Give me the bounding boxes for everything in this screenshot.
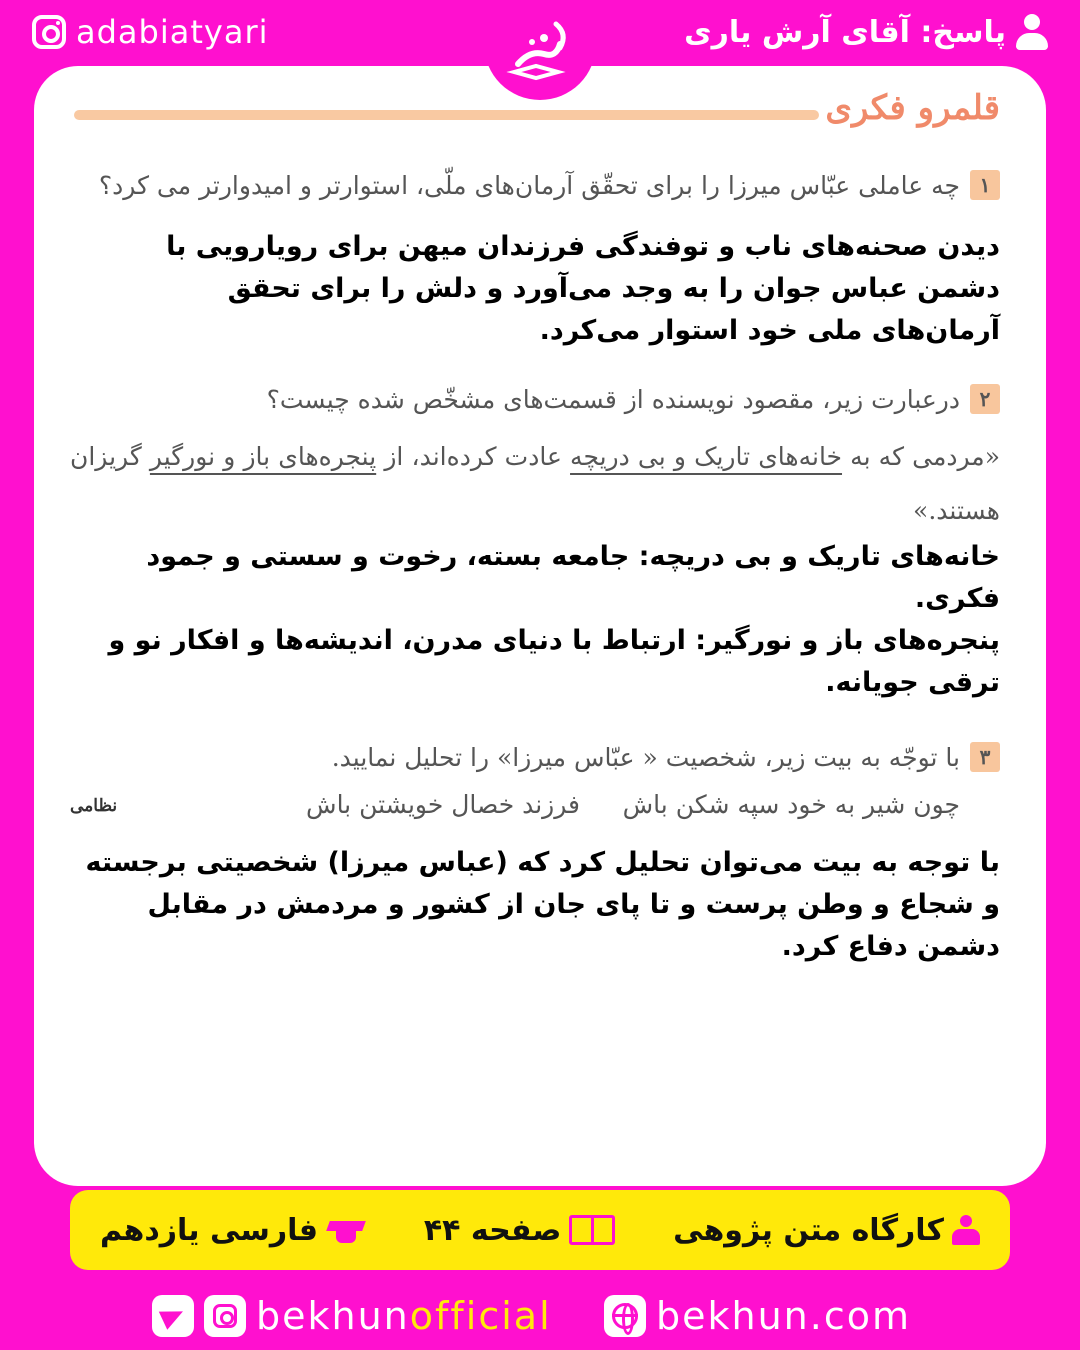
globe-icon [604,1295,646,1337]
poem-verse [70,790,1000,830]
course-text: فارسی یازدهم [100,1212,318,1248]
question-3 [332,742,1000,772]
footer [0,1286,1080,1346]
lesson-label [673,1213,980,1248]
question-text: درعبارت زیر، مقصود نویسنده از قسمت‌های مشخّص شده چیست؟ [266,384,960,414]
answer-1: دیدن صحنه‌های ناب و توفندگی فرزندان میهن برای رویارویی با دشمن عباس جوان را به وجد می‌آورد و دلش را برای تحقق آرمان‌های ملی خود استوار می‌کرد. [166,231,1000,346]
quote-text: گریزان هستند.» [70,442,1000,525]
social-handle [256,1294,552,1338]
question-text: با توجّه به بیت زیر، شخصیت « عبّاس میرزا» را تحلیل نمایید. [331,742,960,772]
info-bar [70,1190,1010,1270]
instagram-handle-link[interactable] [32,10,268,54]
quote-text: «مردمی که به [842,442,1000,471]
telegram-icon [152,1295,194,1337]
instagram-icon [204,1295,246,1337]
poet-name: نظامی [70,796,118,816]
social-handle-prefix: bekhun [256,1294,410,1338]
answer-author [684,10,1048,54]
question-1 [99,170,1000,200]
answer-2a: خانه‌های تاریک و بی دریچه: جامعه بسته، رخوت و سستی و جمود فکری. [146,541,1000,614]
answer-3: با توجه به بیت می‌توان تحلیل کرد که (عباس میرزا) شخصیتی برجسته و شجاع و وطن پرست و تا پای جان از کشور و مردمش در مقابل دشمن دفاع کرد. [85,847,1000,962]
social-handle-suffix: official [409,1294,552,1338]
quote-text: عادت کرده‌اند، از [376,442,571,471]
course-label [100,1213,366,1248]
answer-author-text: پاسخ: آقای آرش یاری [684,14,1006,50]
question-number: ۳ [970,742,1000,772]
social-link[interactable] [152,1294,552,1338]
question-number: ۲ [970,384,1000,414]
instagram-handle: adabiatyari [76,13,269,51]
quote-passage [70,430,1000,538]
title-divider [74,110,819,120]
logo-badge [484,0,596,100]
user-icon [1016,14,1048,50]
book-icon [569,1215,615,1245]
question-2 [267,384,1000,414]
website-url: bekhun.com [656,1294,911,1338]
teacher-icon [952,1215,980,1245]
graduation-cap-icon [326,1215,366,1245]
lesson-text: کارگاه متن پژوهی [673,1212,944,1248]
instagram-icon [32,15,66,49]
section-title: قلمرو فکری [825,88,1000,128]
website-link[interactable] [604,1294,911,1338]
content-card [34,66,1046,1186]
page-label [424,1213,615,1248]
quote-highlight: پنجره‌های باز و نورگیر [149,442,377,471]
question-number: ۱ [970,170,1000,200]
quote-highlight: خانه‌های تاریک و بی دریچه [570,442,843,471]
poem-hemistich-2: فرزند خصال خویشتن باش [306,790,580,819]
bekhun-logo-icon [500,14,580,86]
answer-2b: پنجره‌های باز و نورگیر: ارتباط با دنیای مدرن، اندیشه‌ها و افکار نو و ترقی جویانه. [108,625,1000,698]
question-text: چه عاملی عبّاس میرزا را برای تحقّق آرمان‌های ملّی، استوارتر و امیدوارتر می کرد؟ [98,170,960,200]
poem-hemistich-1: چون شیر به خود سپه شکن باش [622,790,960,819]
page-text: صفحه ۴۴ [423,1212,562,1248]
